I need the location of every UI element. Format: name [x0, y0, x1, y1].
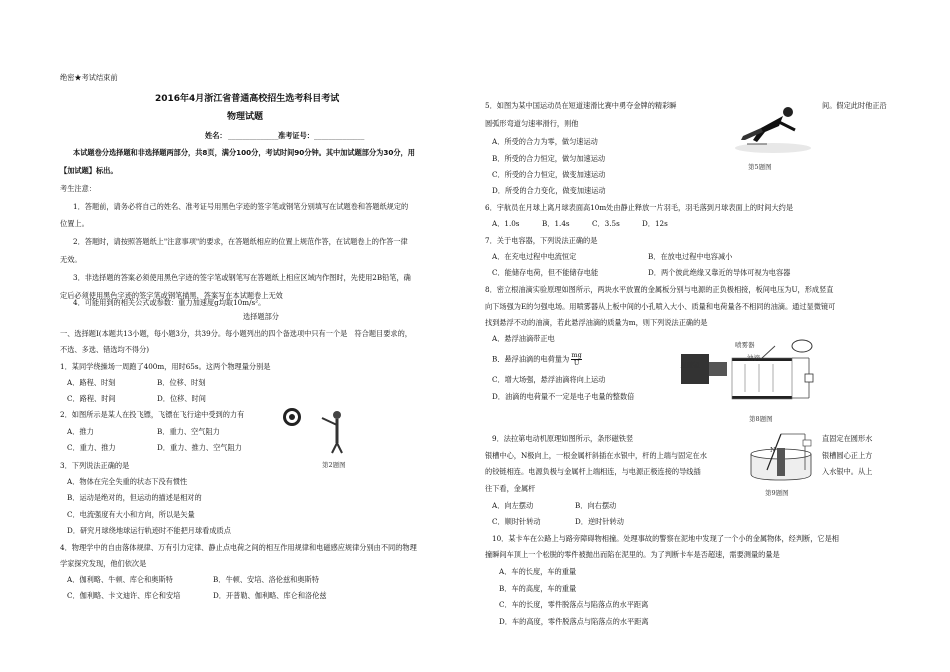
q9-stem-1: 9．法拉第电动机原理如图所示，条形磁铁竖: [492, 434, 634, 443]
q7-stem: 7．关于电容器，下列说法正确的是: [485, 236, 598, 245]
q10-option-c: C．车的长度，零件脱落点与陷落点的水平距离: [499, 600, 649, 609]
q8-scope-label: 显微镜: [680, 361, 700, 369]
exam-title: 2016年4月浙江省普通高校招生选考科目考试: [155, 94, 340, 104]
section-para-1: 一、选择题Ⅰ(本题共13小题，每小题3分，共39分。每小题列出的四个备选项中只有一个是 符合题目要求的，: [60, 329, 412, 338]
q9-stem-2: 银槽中心，N极向上，一根金属杆斜插在水银中，杆的上端与固定在水: [485, 451, 707, 460]
intro-line-2: 【加试题】标出。: [60, 166, 118, 175]
q4-option-a: A．伽利略、牛顿、库仑和奥斯特: [67, 575, 173, 584]
note-2b: 无效。: [60, 255, 82, 264]
q4-option-d: D．开普勒、伽利略、库仑和洛伦兹: [213, 591, 327, 600]
q4-stem-2: 学家探究发现，他们依次是: [60, 559, 147, 568]
q2-option-c: C．重力、推力: [67, 443, 116, 452]
q5-option-c: C．所受的合力恒定，做变加速运动: [492, 170, 606, 179]
q6-option-d: D．12s: [642, 219, 668, 228]
dart-thrower-figure: [282, 403, 352, 455]
q8-option-d: D．油滴的电荷量不一定是电子电量的整数倍: [492, 392, 635, 401]
q2-figure-caption: 第2题图: [322, 461, 346, 469]
note-4: 4．可能用到的相关公式或参数：重力加速度g均取10m/s²。: [73, 298, 266, 307]
q8-option-a: A．悬浮油滴带正电: [492, 334, 555, 343]
q5-stem-1: 5．如图为某中国运动员在短道速滑比赛中勇夺金牌的精彩瞬: [485, 101, 677, 110]
q6-option-b: B．1.4s: [542, 219, 570, 228]
q8-stem-1: 8．密立根油滴实验原理如图所示，两块水平放置的金属板分别与电源的正负极相接，板间电压为U，形成竖直: [485, 285, 834, 294]
q9-stem-4: 往下看，金属杆: [485, 484, 536, 493]
q2-stem: 2．如图所示是某人在投飞镖，飞镖在飞行途中受到的力有: [60, 410, 245, 419]
q8-sprayer-label: 喷雾器: [735, 341, 755, 349]
q5-option-a: A．所受的合力为零，做匀速运动: [492, 137, 598, 146]
q8-fraction-numerator: mg: [571, 351, 582, 359]
q5-figure-caption: 第5题图: [748, 163, 772, 171]
q9-stem-1b: 直固定在圆形水: [822, 434, 873, 443]
q9-magnet-pole-label: N: [770, 446, 776, 454]
speed-skater-figure: [733, 100, 813, 156]
q3-option-b: B．运动是绝对的，但运动的描述是相对的: [67, 493, 202, 502]
q2-option-a: A．推力: [67, 427, 94, 436]
q1-option-d: D．位移、时间: [157, 394, 206, 403]
section-para-2: 不选、多选、错选均不得分): [60, 345, 150, 354]
q1-option-c: C．路程、时间: [67, 394, 116, 403]
q1-stem: 1．某同学绕操场一周跑了400m，用时65s。这两个物理量分别是: [60, 362, 271, 371]
q9-option-c: C．顺时针转动: [492, 517, 541, 526]
note-1b: 位置上。: [60, 219, 89, 228]
q3-option-d: D．研究月球绕地球运行轨迹时不能把月球看成质点: [67, 526, 231, 535]
section-title: 选择题部分: [243, 312, 279, 321]
q9-option-a: A．向左摆动: [492, 501, 534, 510]
q4-option-b: B．牛顿、安培、洛伦兹和奥斯特: [213, 575, 319, 584]
q7-option-d: D．两个彼此绝缘又靠近的导体可视为电容器: [648, 268, 791, 277]
q10-option-b: B．车的高度，车的重量: [499, 584, 577, 593]
q9-option-b: B．向右摆动: [575, 501, 617, 510]
q8-option-b-text: B．悬浮油滴的电荷量为: [492, 354, 570, 364]
q10-option-a: A．车的长度，车的重量: [499, 567, 577, 576]
note-3b: 定后必须使用黑色字迹的签字笔或钢笔描黑，答案写在本试题卷上无效: [60, 291, 283, 300]
intro-line-1: 本试题卷分选择题和非选择题两部分，共8页，满分100分，考试时间90分钟。其中加试题部分为30分，用: [73, 148, 415, 157]
q3-stem: 3．下列说法正确的是: [60, 461, 130, 470]
q8-stem-3: 找到悬浮不动的油滴，若此悬浮油滴的质量为m，则下列说法正确的是: [485, 318, 708, 327]
q9-stem-3b: 入水银中。从上: [822, 467, 873, 476]
q7-option-b: B．在放电过程中电容减小: [648, 252, 733, 261]
q9-stem-3: 的铰链相连。电源负极与金属杆上端相连，与电源正极连接的导线插: [485, 467, 701, 476]
q1-option-a: A．路程、时刻: [67, 378, 116, 387]
q10-option-d: D．车的高度，零件脱落点与陷落点的水平距离: [499, 617, 649, 626]
name-blank: ______________: [228, 131, 279, 140]
q1-option-b: B．位移、时刻: [157, 378, 206, 387]
q2-option-b: B．重力、空气阻力: [157, 427, 220, 436]
q5-stem-2: 圆弧形弯道匀速率滑行，则他: [485, 119, 579, 128]
faraday-motor-figure: [745, 430, 817, 484]
q3-option-a: A．物体在完全失重的状态下没有惯性: [67, 477, 188, 486]
note-1a: 1．答题前，请务必将自己的姓名、准考证号用黑色字迹的签字笔或钢笔分别填写在试题卷和答题纸规定的: [73, 202, 409, 211]
name-label: 姓名：: [205, 131, 227, 140]
id-blank: ______________: [314, 131, 365, 140]
q10-stem-2: 撞瞬间车顶上一个松脱的零件被抛出而陷在泥里的。为了判断卡车是否超速，需要测量的量是: [485, 550, 780, 559]
exam-subtitle: 物理试题: [227, 112, 264, 122]
q3-option-c: C．电流强度有大小和方向，所以是矢量: [67, 510, 195, 519]
note-3a: 3．非选择题的答案必须使用黑色字迹的签字笔或钢笔写在答题纸上相应区域内作图时，先使用2B铅笔，确: [73, 273, 411, 282]
secret-mark: 绝密★考试结束前: [60, 73, 118, 82]
q7-option-a: A．在充电过程中电流恒定: [492, 252, 577, 261]
q8-figure-caption: 第8题图: [749, 415, 773, 423]
q5-option-d: D．所受的合力变化，做变加速运动: [492, 186, 606, 195]
note-2a: 2．答题时，请按照答题纸上"注意事项"的要求，在答题纸相应的位置上规范作答，在试题卷上的作答一律: [73, 237, 408, 246]
q9-option-d: D．逆时针转动: [575, 517, 624, 526]
q2-option-d: D．重力、推力、空气阻力: [157, 443, 242, 452]
q6-stem: 6．宇航员在月球上离月球表面高10m处由静止释放一片羽毛，羽毛落到月球表面上的时间大约是: [485, 203, 794, 212]
q6-option-a: A．1.0s: [492, 219, 520, 228]
q4-stem-1: 4．物理学中的自由落体规律、万有引力定律、静止点电荷之间的相互作用规律和电磁感应规律分别由不同的物理: [60, 543, 417, 552]
q8-fraction: [571, 352, 581, 367]
q5-stem-1b: 间。假定此时他正沿: [822, 101, 887, 110]
notes-title: 考生注意：: [60, 184, 96, 193]
q8-oil-label: 油滴: [747, 354, 760, 362]
q9-stem-2b: 银槽圆心正上方: [822, 451, 873, 460]
q6-option-c: C．3.5s: [592, 219, 620, 228]
q8-option-c: C．增大场强，悬浮油滴将向上运动: [492, 375, 606, 384]
q8-fraction-denominator: U: [573, 359, 580, 367]
q8-option-b: [492, 352, 582, 367]
q10-stem-1: 10．某卡车在公路上与路旁障碍物相撞。处理事故的警察在泥地中发现了一个小的金属物体，经判断，它是相: [492, 534, 839, 543]
q9-figure-caption: 第9题图: [765, 489, 789, 497]
q5-option-b: B．所受的合力恒定，做匀加速运动: [492, 154, 606, 163]
q4-option-c: C．伽利略、卡文迪许、库仑和安培: [67, 591, 181, 600]
q8-stem-2: 向下场强为E的匀强电场。用喷雾器从上板中间的小孔喷入大小、质量和电荷量各不相同的油滴。通过显微镜可: [485, 302, 836, 311]
q7-option-c: C．能储存电荷，但不能储存电能: [492, 268, 599, 277]
id-label: 准考证号：: [278, 131, 314, 140]
